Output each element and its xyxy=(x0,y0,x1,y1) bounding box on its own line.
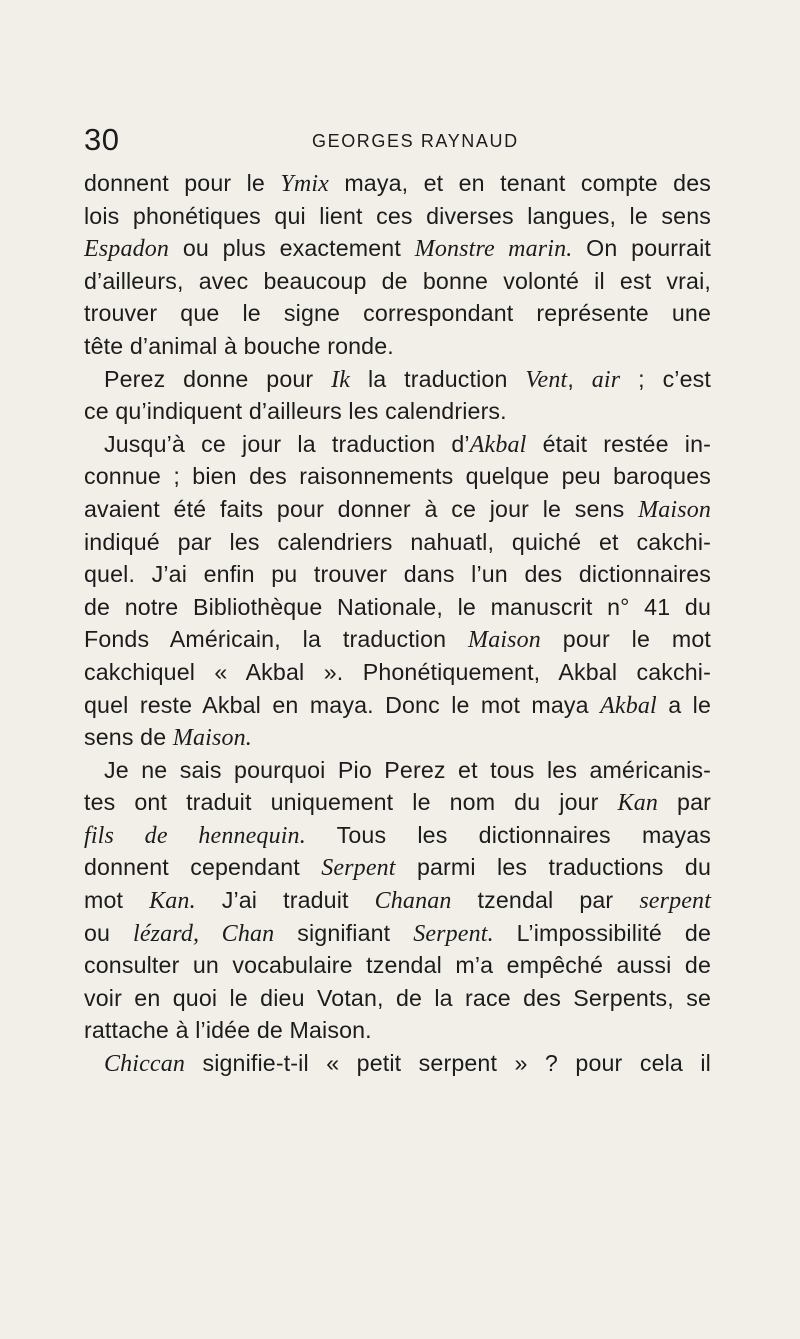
text-segment: a le xyxy=(656,691,711,718)
text-segment: sens de xyxy=(84,724,173,751)
text-segment: On pourrait xyxy=(572,235,711,262)
text-segment: était restée in- xyxy=(526,430,711,457)
text-line xyxy=(84,819,711,852)
text-segment: pour le mot xyxy=(540,626,711,653)
text-segment: de notre Bibliothèque Nationale, le manuscrit n° 41 du xyxy=(84,593,711,620)
text-segment: trouver que le signe correspondant représente une xyxy=(84,300,711,327)
text-line xyxy=(84,689,711,722)
text-segment: voir en quoi le dieu Votan, de la race des Serpents, se xyxy=(84,984,711,1011)
text-line xyxy=(84,330,784,363)
italic-term: Vent xyxy=(525,366,568,393)
text-line xyxy=(84,558,711,591)
body-text xyxy=(84,167,784,1080)
text-segment: lois phonétiques qui lient ces diverses langues, le sens xyxy=(84,202,711,229)
text-segment: donnent cependant xyxy=(84,854,322,881)
italic-term: Kan xyxy=(617,790,659,817)
text-line xyxy=(84,851,711,884)
text-segment: indiqué par les calendriers nahuatl, quiché et cakchi- xyxy=(84,528,711,555)
text-line xyxy=(84,917,711,950)
text-line xyxy=(84,721,784,754)
text-segment: ou plus exactement xyxy=(169,235,415,262)
text-line xyxy=(84,1014,784,1047)
text-line xyxy=(84,232,711,265)
text-segment: connue ; bien des raisonnements quelque peu baroques xyxy=(84,463,711,490)
text-line xyxy=(84,656,711,689)
text-segment: Fonds Américain, la traduction xyxy=(84,626,469,653)
italic-term: Maison xyxy=(638,496,711,523)
text-segment: avaient été faits pour donner à ce jour le sens xyxy=(84,495,639,522)
text-segment: J’ai traduit xyxy=(195,887,375,914)
text-line xyxy=(84,884,711,917)
text-line xyxy=(84,297,711,330)
italic-term: Serpent xyxy=(321,855,396,882)
text-segment: signifie-t-il « petit serpent » ? pour cela il xyxy=(185,1050,711,1077)
italic-term: Chanan xyxy=(374,888,452,915)
italic-term: serpent xyxy=(639,888,712,915)
text-segment: , xyxy=(567,365,592,392)
italic-term: lézard, Chan xyxy=(133,920,275,947)
text-line xyxy=(84,982,711,1015)
italic-term: fils de hennequin. xyxy=(84,822,306,849)
text-segment: la traduction xyxy=(350,365,526,392)
text-segment: ce qu’indiquent d’ailleurs les calendriers. xyxy=(84,398,507,425)
text-segment: d’ailleurs, avec beaucoup de bonne volonté il est vrai, xyxy=(84,267,711,294)
text-segment: parmi les traductions du xyxy=(395,854,711,881)
text-segment: signifiant xyxy=(274,919,414,946)
text-line xyxy=(84,167,711,200)
page-number: 30 xyxy=(84,122,120,157)
text-line xyxy=(84,395,784,428)
italic-term: Akbal xyxy=(600,692,657,719)
text-segment: donnent pour le xyxy=(84,170,281,196)
text-line xyxy=(84,623,711,656)
text-segment: rattache à l’idée de Maison. xyxy=(84,1017,372,1044)
italic-term: Ymix xyxy=(280,171,329,197)
text-line xyxy=(84,363,711,396)
text-line xyxy=(84,949,711,982)
text-line xyxy=(84,265,711,298)
running-head xyxy=(84,120,724,160)
text-line xyxy=(84,786,711,819)
running-title: GEORGES RAYNAUD xyxy=(312,131,519,151)
text-segment: L’impossibilité de xyxy=(493,919,711,946)
text-segment: Jusqu’à ce jour la traduction d’ xyxy=(104,430,470,457)
text-line xyxy=(84,493,711,526)
text-segment: tête d’animal à bouche ronde. xyxy=(84,332,394,359)
text-segment: consulter un vocabulaire tzendal m’a empêché aussi de xyxy=(84,952,711,979)
text-segment: tes ont traduit uniquement le nom du jour xyxy=(84,789,618,816)
italic-term: Chiccan xyxy=(104,1051,186,1078)
italic-term: Ik xyxy=(331,366,351,393)
italic-term: Espadon xyxy=(84,236,170,263)
italic-term: Maison xyxy=(468,627,541,654)
text-line xyxy=(84,460,711,493)
text-line xyxy=(84,428,711,461)
text-segment: ou xyxy=(84,919,134,946)
italic-term: Maison. xyxy=(172,725,252,752)
italic-term: Serpent. xyxy=(413,920,494,947)
text-segment: par xyxy=(658,789,711,816)
text-segment: quel. J’ai enfin pu trouver dans l’un des dictionnaires xyxy=(84,561,711,588)
text-segment: cakchiquel « Akbal ». Phonétiquement, Akbal cakchi- xyxy=(84,658,711,685)
italic-term: Akbal xyxy=(469,431,527,458)
text-segment: Tous les dictionnaires mayas xyxy=(305,821,712,848)
italic-term: Monstre marin. xyxy=(414,236,573,263)
text-segment: quel reste Akbal en maya. Donc le mot maya xyxy=(84,691,601,718)
text-segment: ; c’est xyxy=(620,365,711,392)
text-segment: mot xyxy=(84,887,150,914)
text-segment: Je ne sais pourquoi Pio Perez et tous les américanis- xyxy=(104,756,711,783)
text-line xyxy=(84,200,711,233)
text-segment: Perez donne pour xyxy=(104,365,332,392)
italic-term: air xyxy=(591,366,621,393)
text-line xyxy=(84,1047,711,1080)
text-segment: maya, et en tenant compte des xyxy=(328,170,711,196)
text-line xyxy=(84,591,711,624)
text-line xyxy=(84,526,711,559)
italic-term: Kan. xyxy=(149,888,196,915)
text-line xyxy=(84,754,711,787)
text-segment: tzendal par xyxy=(451,887,640,914)
